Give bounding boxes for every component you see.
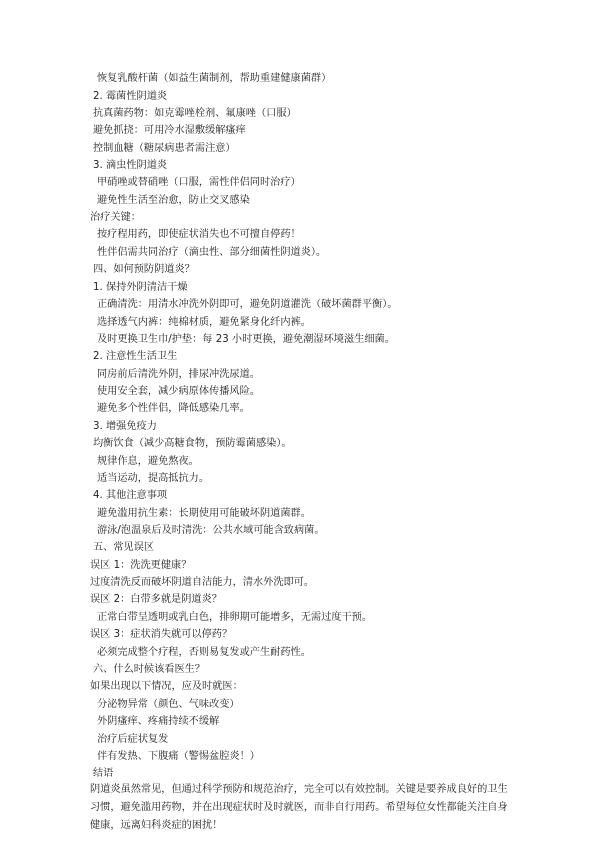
text-line: 恢复乳酸杆菌（如益生菌制剂，帮助重建健康菌群） (97, 73, 332, 84)
text-line: 规律作息，避免熬夜。 (97, 456, 199, 467)
section-heading: 五、常见误区 (93, 542, 155, 553)
text-line: 按疗程用药，即使症状消失也不可擅自停药！ (97, 229, 301, 240)
text-line: 误区 1：洗洗更健康？ (90, 560, 192, 571)
text-line: 避免多个性伴侣，降低感染几率。 (97, 403, 250, 414)
text-line: 3. 增强免疫力 (93, 421, 157, 432)
section-heading: 六、什么时候该看医生？ (93, 664, 206, 675)
text-line: 避免抓挠：可用冷水湿敷缓解瘙痒 (93, 125, 246, 136)
text-line: 2. 霉菌性阴道炎 (93, 91, 168, 102)
text-line: 控制血糖（糖尿病患者需注意） (93, 143, 236, 154)
text-line: 选择透气内裤：纯棉材质，避免紧身化纤内裤。 (97, 317, 311, 328)
text-line: 如果出现以下情况，应及时就医： (90, 681, 243, 692)
text-line: 性伴侣需共同治疗（滴虫性、部分细菌性阴道炎）。 (97, 247, 327, 258)
text-line: 避免滥用抗生素：长期使用可能破坏阴道菌群。 (97, 508, 311, 519)
text-line: 及时更换卫生巾/护垫：每 23 小时更换，避免潮湿环境滋生细菌。 (97, 334, 395, 345)
text-line: 误区 3：症状消失就可以停药？ (90, 629, 233, 640)
text-line: 1. 保持外阴清洁干燥 (93, 282, 188, 293)
text-line: 正确清洗：用清水冲洗外阴即可，避免阴道灌洗（破坏菌群平衡）。 (97, 299, 398, 310)
text-line: 游泳/泡温泉后及时清洗：公共水域可能含致病菌。 (97, 525, 325, 536)
text-line: 必须完成整个疗程，否则易复发或产生耐药性。 (97, 647, 311, 658)
text-line: 抗真菌药物：如克霉唑栓剂、氟康唑（口服） (93, 108, 297, 119)
text-line: 治疗后症状复发 (97, 734, 169, 745)
text-line: 过度清洗反而破坏阴道自洁能力，清水外洗即可。 (90, 577, 315, 588)
text-line: 2. 注意性生活卫生 (93, 351, 178, 362)
text-line: 误区 2：白带多就是阴道炎？ (90, 594, 222, 605)
text-line: 3. 滴虫性阴道炎 (93, 160, 168, 171)
text-line: 避免性生活至治愈，防止交叉感染 (97, 195, 250, 206)
section-heading: 结语 (93, 768, 114, 779)
section-heading: 四、如何预防阴道炎？ (93, 264, 195, 275)
conclusion-paragraph: 阴道炎虽然常见，但通过科学预防和规范治疗，完全可以有效控制。关键是要养成良好的卫生习惯，避免滥用药物，并在出现症状时及时就医，而非自行用药。希望每位女性都能关注自身健康，远离妇科炎症的困扰！ (90, 784, 508, 831)
text-line: 伴有发热、下腹痛（警惕盆腔炎！） (97, 751, 260, 762)
text-line: 同房前后清洗外阴，排尿冲洗尿道。 (97, 369, 260, 380)
text-line: 甲硝唑或替硝唑（口服，需性伴侣同时治疗） (97, 177, 301, 188)
text-line: 治疗关键： (90, 212, 141, 223)
text-line: 分泌物异常（颜色、气味改变） (97, 699, 240, 710)
text-line: 适当运动，提高抵抗力。 (97, 473, 210, 484)
text-line: 均衡饮食（减少高糖食物，预防霉菌感染）。 (93, 438, 292, 449)
text-line: 外阴瘙痒、疼痛持续不缓解 (97, 716, 220, 727)
text-line: 4. 其他注意事项 (93, 490, 168, 501)
text-line: 使用安全套，减少病原体传播风险。 (97, 386, 260, 397)
text-line: 正常白带呈透明或乳白色，排卵期可能增多，无需过度干预。 (97, 612, 373, 623)
